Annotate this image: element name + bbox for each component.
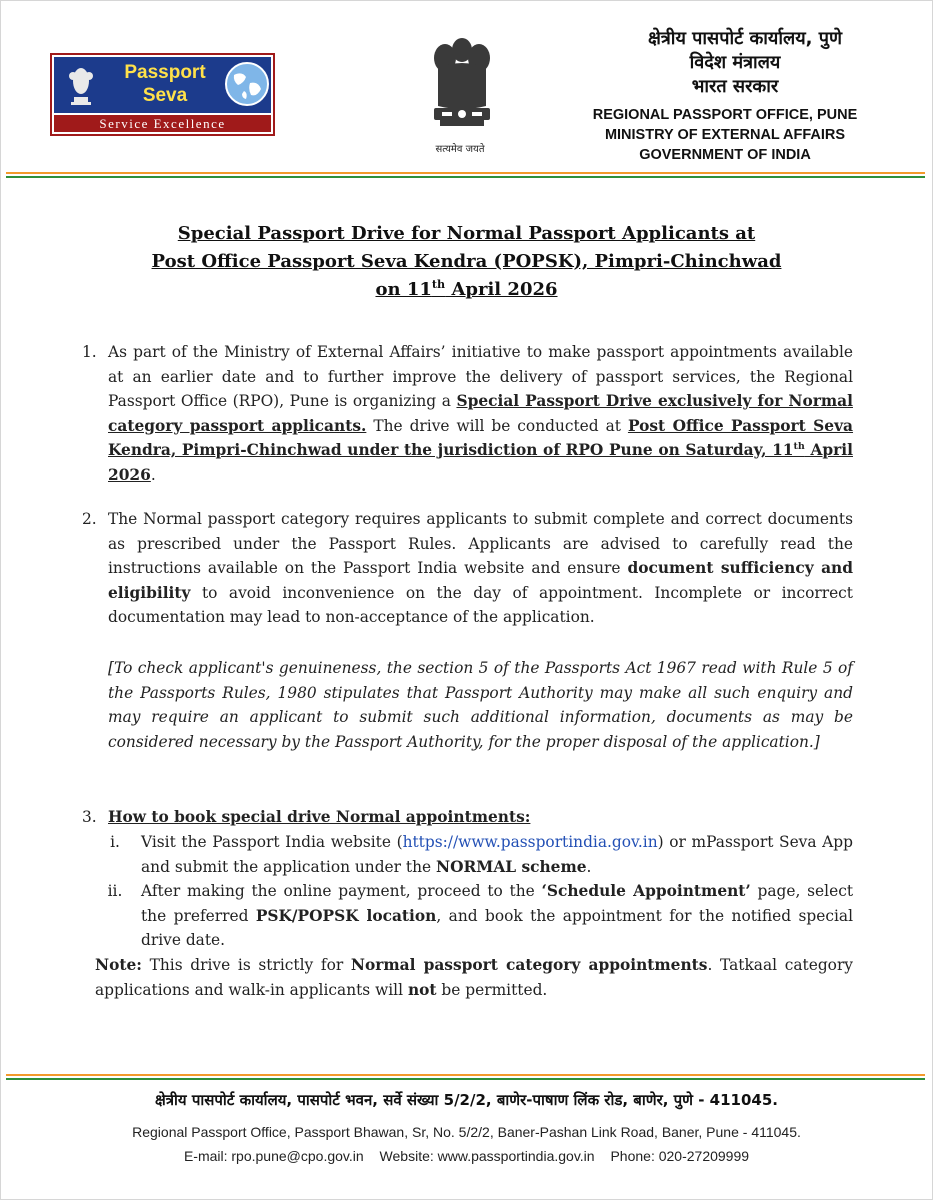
logo-title — [110, 61, 220, 107]
logo-title-line1: Passport — [124, 62, 206, 83]
emblem-motto: सत्यमेव जयते — [435, 144, 485, 155]
title-line-3: on 11th April 2026 — [375, 278, 558, 300]
paragraph-1-highlight-drive: Special Passport Drive exclusively for Normal category passport applicants. — [108, 392, 853, 435]
ministry-name-english: MINISTRY OF EXTERNAL AFFAIRS — [604, 127, 846, 143]
logo-title-line2: Seva — [142, 85, 188, 106]
paragraph-1-highlight-venue: Post Office Passport Seva Kendra, Pimpri-Chinchwad under the jurisdiction of RPO Pune on Saturday, 11th April 2026 — [108, 416, 854, 484]
logo-tagline: Service Excellence — [54, 115, 271, 132]
step-1-number: i. — [110, 833, 120, 851]
footer-email[interactable]: E-mail: rpo.pune@cpo.gov.in — [183, 1148, 364, 1164]
passport-india-link[interactable]: https://www.passportindia.gov.in — [402, 833, 658, 851]
paragraph-2-legal-note: [To check applicant's genuineness, the section 5 of the Passports Act 1967 read with Rule 5 of the Passports Rules, 1980 stipulates that Passport Authority may make all such enquiry and may require an applicant to submit such additional information, documents as may be considered necessary by the Passport Authority, for the proper disposal of the application.] — [108, 659, 853, 751]
paragraph-2-highlight: document sufficiency and eligibility — [108, 559, 854, 602]
paragraph-3-number: 3. — [82, 808, 97, 826]
footer-tricolor-divider — [6, 1074, 925, 1080]
office-name-block — [560, 27, 890, 165]
paragraph-2: The Normal passport category requires applicants to submit complete and correct documents as prescribed under the Passport Rules. Applicants are advised to carefully read the instructions available on the Passport India website and ensure document sufficiency and eligibility to avoid inconvenience on the day of appointment. Incomplete or incorrect documentation may lead to non-acceptance of the application. — [108, 510, 854, 626]
step-2-number: ii. — [107, 882, 123, 900]
passport-seva-logo — [50, 53, 275, 136]
logo-banner — [54, 57, 271, 113]
paragraph-1: As part of the Ministry of External Affairs’ initiative to make passport appointments available at an earlier date and to further improve the delivery of passport services, the Regional Passport Office (RPO), Pune is organizing a Special Passport Drive exclusively for Normal category passport applicants. The drive will be conducted at Post Office Passport Seva Kendra, Pimpri-Chinchwad under the jurisdiction of RPO Pune on Saturday, 11th April 2026. — [108, 343, 854, 484]
title-line-2: Post Office Passport Seva Kendra (POPSK), Pimpri-Chinchwad — [151, 251, 782, 272]
government-name-hindi: भारत सरकार — [691, 76, 779, 97]
paragraph-2-number: 2. — [82, 510, 97, 528]
footer-address-english: Regional Passport Office, Passport Bhawan, Sr, No. 5/2/2, Baner-Pashan Link Road, Baner, Pune - 411045. — [132, 1124, 801, 1140]
footer-address-hindi: क्षेत्रीय पासपोर्ट कार्यालय, पासपोर्ट भवन, सर्वे संख्या 5/2/2, बाणेर-पाषाण लिंक रोड, बाणेर, पुणे - 411045. — [155, 1091, 778, 1109]
booking-heading: How to book special drive Normal appointments: — [108, 808, 531, 826]
national-emblem-small-icon — [60, 61, 102, 109]
title-line-1: Special Passport Drive for Normal Passport Applicants at — [177, 223, 756, 244]
footer-phone: Phone: 020-27209999 — [610, 1148, 750, 1164]
step-1: Visit the Passport India website (https://www.passportindia.gov.in) or mPassport Seva App and submit the application under the NORMAL scheme. — [141, 833, 853, 876]
notice-title — [60, 220, 873, 304]
note: Note: This drive is strictly for Normal passport category appointments. Tatkaal category applications and walk-in applicants will not be permitted. — [95, 956, 853, 999]
paragraph-1-number: 1. — [82, 343, 97, 361]
globe-icon — [224, 61, 270, 107]
ministry-name-hindi: विदेश मंत्रालय — [689, 52, 781, 73]
office-name-hindi: क्षेत्रीय पासपोर्ट कार्यालय, पुणे — [647, 28, 843, 49]
footer-website[interactable]: Website: www.passportindia.gov.in — [379, 1148, 595, 1164]
office-name-english: REGIONAL PASSPORT OFFICE, PUNE — [592, 107, 858, 123]
government-name-english: GOVERNMENT OF INDIA — [639, 147, 811, 163]
header-tricolor-divider — [6, 172, 925, 178]
footer-contact — [60, 1148, 873, 1164]
step-2: After making the online payment, proceed to the ‘Schedule Appointment’ page, select the preferred PSK/POPSK location, and book the appointment for the notified special drive date. — [141, 882, 853, 949]
note-label: Note: — [95, 956, 142, 974]
